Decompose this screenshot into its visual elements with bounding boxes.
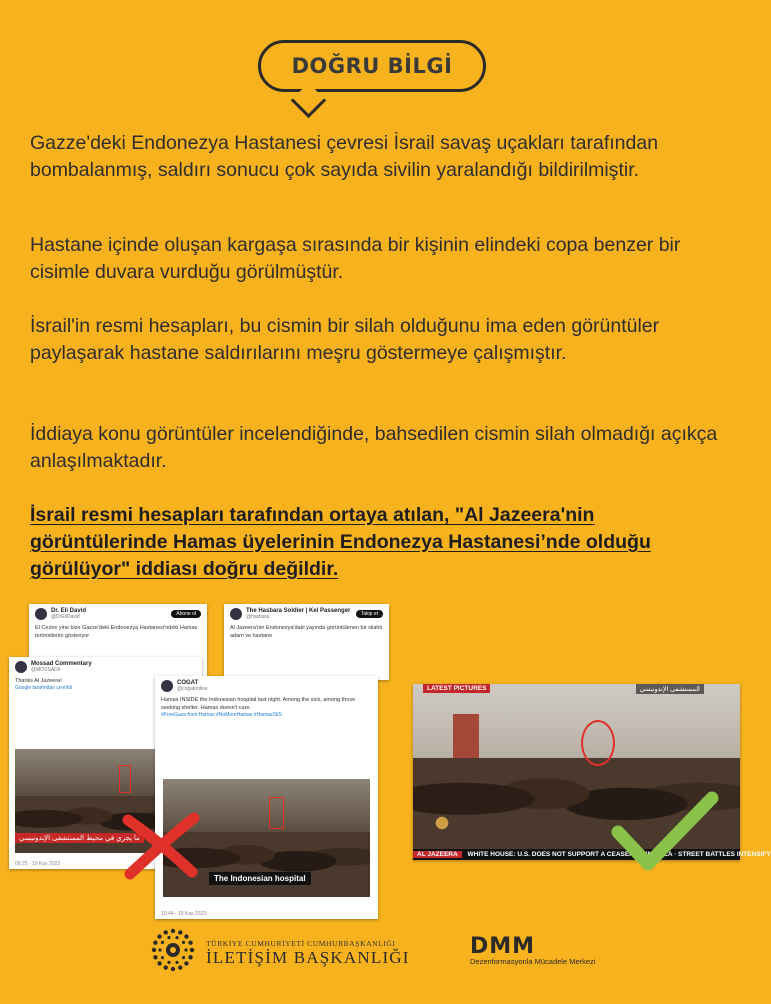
avatar <box>230 608 242 620</box>
tweet-handle: @hasbara <box>246 614 270 620</box>
presidency-seal-icon <box>150 927 196 973</box>
latest-pictures-label: LATEST PICTURES <box>423 684 490 693</box>
video-caption: The Indonesian hospital <box>209 872 311 885</box>
seal-star <box>171 967 175 971</box>
tweet-screenshot-cogat <box>155 676 378 919</box>
paragraph-3: İsrail'in resmi hesapları, bu cismin bir silah olduğunu ima eden görüntüler paylaşarak hastane saldırılarını meşru göstermeye çalışmıştır. <box>30 315 660 364</box>
avatar <box>35 608 47 620</box>
highlight-box <box>269 797 284 829</box>
dmm-logo <box>470 934 576 959</box>
tweet-hashtags: #FreeGaza from Hamas #NoMoreHamas #HamasISIS <box>161 712 282 718</box>
seal-star <box>167 936 170 939</box>
claim-verdict: İsrail resmi hesapları tarafından ortaya atılan, "Al Jazeera'nin görüntülerinde Hamas üyelerinin Endonezya Hastanesi’nde olduğu görülüyor" iddiası doğru değildir. <box>30 504 651 580</box>
badge-title: DOĞRU BİLGİ <box>291 54 453 78</box>
seal-star <box>167 961 170 964</box>
tweet-date: 10:44 · 19 Kas 2023 <box>161 911 207 917</box>
seal-star <box>178 930 182 934</box>
seal-star <box>157 934 161 938</box>
seal-star <box>188 955 192 959</box>
seal-star <box>188 941 192 945</box>
aljazeera-logo-icon <box>431 812 453 834</box>
highlight-box <box>119 765 131 793</box>
ticker-text: WHITE HOUSE: U.S. DOES NOT SUPPORT A CEASEFIRE IN GAZA · STREET BATTLES INTENSIFY <box>467 851 771 858</box>
arabic-location-label: المستشفى الإندونيسي <box>636 684 704 694</box>
seal-star <box>184 961 188 965</box>
seal-star <box>161 956 164 959</box>
tweet-text: Al Jazeera'nin Endonezya'daki yayında görüntülenen bir silahlı adam ve hastane <box>230 625 383 639</box>
seal-star <box>153 941 157 945</box>
tweet-screenshot-hasbara <box>224 604 389 680</box>
avatar <box>161 680 173 692</box>
seal-star <box>182 941 185 944</box>
translate-link: Google tarafından çevrildi <box>15 685 72 691</box>
gov-org-line1: TÜRKİYE CUMHURİYETİ CUMHURBAŞKANLIĞI <box>206 939 396 948</box>
correct-check-icon <box>608 790 720 876</box>
tweet-handle: @cogatonline <box>177 686 208 692</box>
tweet-author: COGAT <box>177 680 199 686</box>
paragraph-1: Gazze'deki Endonezya Hastanesi çevresi İsrail savaş uçakları tarafından bombalanmış, saldırı sonucu çok sayıda sivilin yaralandığı bildirilmiştir. <box>30 132 659 181</box>
arabic-caption: ما يجري في محيط المستشفى الإندونيسي <box>15 833 144 843</box>
seal-star <box>157 961 161 965</box>
tweet-author: Mossad Commentary <box>31 661 92 667</box>
tweet-handle: @DrEliDavid <box>51 614 80 620</box>
dogru-bilgi-badge <box>258 40 486 92</box>
seal-star <box>175 961 178 964</box>
avatar <box>15 661 27 673</box>
wrong-cross-icon <box>120 812 202 878</box>
seal-star <box>182 956 185 959</box>
channel-name: AL JAZEERA <box>413 851 462 858</box>
seal-star <box>171 929 175 933</box>
seal-star <box>164 930 168 934</box>
seal-star <box>184 948 187 951</box>
seal-star <box>161 941 164 944</box>
tweet-text: Hamas INSIDE the Indonesian hospital last night. Among the sick, among those seeking shelter, Hamas doesn't care. <box>161 697 356 711</box>
seal-star <box>164 965 168 969</box>
seal-star <box>153 955 157 959</box>
seal-star <box>190 948 194 952</box>
seal-star <box>184 934 188 938</box>
paragraph-2: Hastane içinde oluşan kargaşa sırasında bir kişinin elindeki copa benzer bir cisimle duvara vurduğu görülmüştür. <box>30 234 681 283</box>
tweet-date: 09:25 · 19 Kas 2023 <box>15 861 61 867</box>
tweet-author: The Hasbara Soldier | Kel Passenger <box>246 608 351 614</box>
tweet-text: El Cezire yine bize Gazze'deki Endonezya Hastanesi'ndeki Hamas teröristlerini gösteriyor <box>35 625 198 639</box>
dmm-logo-text: DMM <box>470 934 536 959</box>
tweet-text: Thanks Al Jazeera! <box>15 678 62 684</box>
seal-star <box>158 948 161 951</box>
dmm-subtitle: Dezenformasyonla Mücadele Merkezi <box>470 957 596 966</box>
seal-star <box>175 936 178 939</box>
tweet-author: Dr. Eli David <box>51 608 87 614</box>
follow-button: Abone ol <box>171 610 201 618</box>
highlight-ellipse <box>581 720 615 766</box>
follow-button: Takip et <box>356 610 383 618</box>
seal-star <box>152 948 156 952</box>
paragraph-4: İddiaya konu görüntüler incelendiğinde, bahsedilen cismin silah olmadığı açıkça anlaşılmaktadır. <box>30 423 718 472</box>
tweet-handle: @MOSSADil <box>31 667 60 673</box>
gov-org-line2: İLETİŞİM BAŞKANLIĞI <box>206 948 410 967</box>
seal-star <box>178 965 182 969</box>
